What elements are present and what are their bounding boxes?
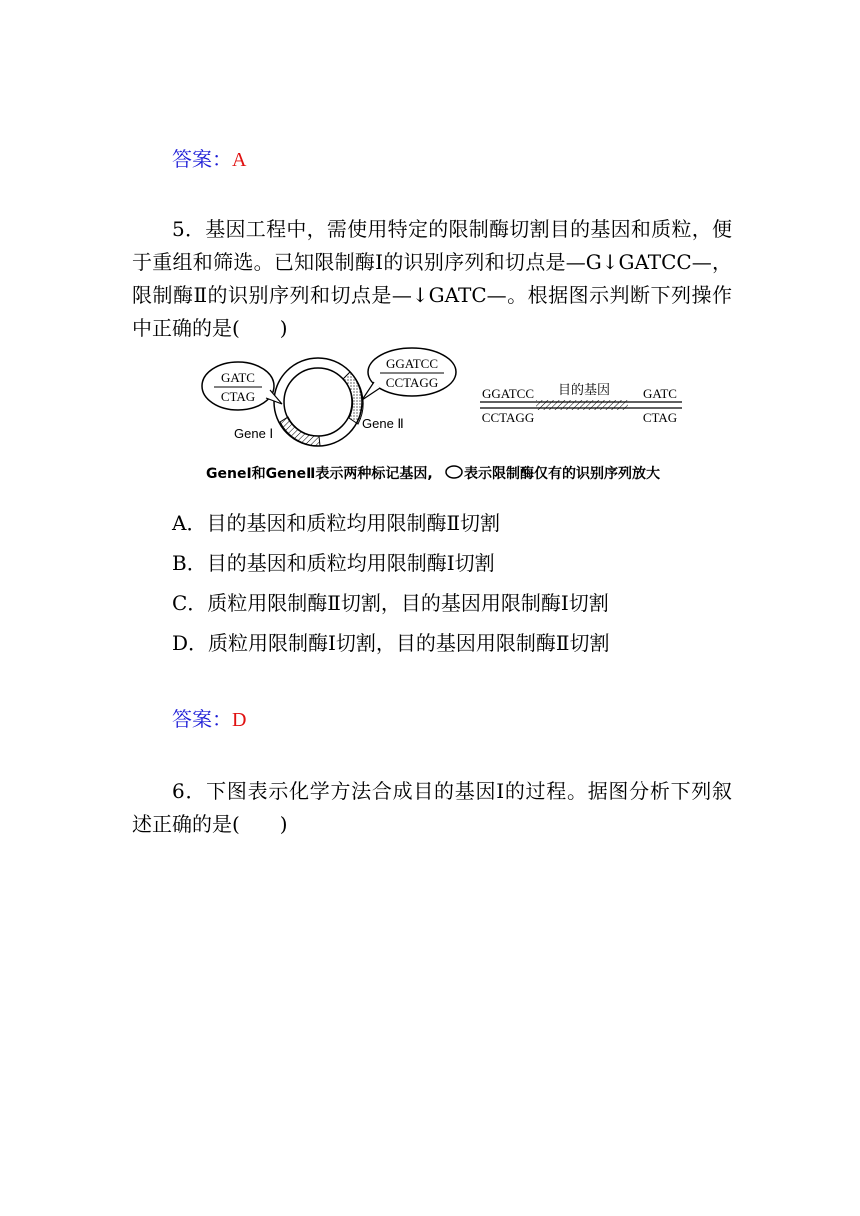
answer-line-2 <box>172 703 246 732</box>
caption-part-2: 表示限制酶仅有的识别序列放大 <box>464 466 660 482</box>
linear-left-bottom: CCTAGG <box>481 410 535 425</box>
gene1-label: Gene Ⅰ <box>234 426 274 441</box>
option-c: C．质粒用限制酶Ⅱ切割，目的基因用限制酶Ⅰ切割 <box>172 591 609 615</box>
target-gene-region <box>536 400 628 410</box>
option-d: D．质粒用限制酶Ⅰ切割，目的基因用限制酶Ⅱ切割 <box>172 631 610 655</box>
gene1-segment <box>280 417 320 446</box>
plasmid-diagram <box>200 346 700 491</box>
option-b: B．目的基因和质粒均用限制酶Ⅰ切割 <box>172 551 495 575</box>
gene2-segment <box>343 372 363 424</box>
option-a: A．目的基因和质粒均用限制酶Ⅱ切割 <box>172 511 501 535</box>
linear-right-bottom: CTAG <box>642 410 678 425</box>
left-bubble-top: GATC <box>221 370 255 385</box>
answer-line-1 <box>172 143 246 172</box>
gene2-label: Gene Ⅱ <box>362 416 404 431</box>
bubble-symbol-icon <box>446 466 462 478</box>
question-6-text: 6．下图表示化学方法合成目的基因Ⅰ的过程。据图分析下列叙述正确的是( ) <box>132 779 732 836</box>
question-5 <box>132 213 732 345</box>
answer-value: D <box>232 709 247 731</box>
right-bubble-bottom: CCTAGG <box>385 375 439 390</box>
answer-label: 答案： <box>172 147 232 171</box>
caption-part-1: GeneⅠ和GeneⅡ表示两种标记基因, <box>206 466 433 482</box>
linear-right-top: GATC <box>643 386 677 401</box>
answer-label: 答案： <box>172 707 232 731</box>
linear-mid-label: 目的基因 <box>557 383 611 398</box>
left-bubble-bottom: CTAG <box>220 389 256 404</box>
right-bubble-top: GGATCC <box>385 356 439 371</box>
question-6 <box>132 775 732 841</box>
linear-left-top: GGATCC <box>481 386 535 401</box>
plasmid-figure <box>200 346 700 491</box>
question-5-text: 5．基因工程中，需使用特定的限制酶切割目的基因和质粒，便于重组和筛选。已知限制酶Ⅰ的识别序列和切点是—G↓GATCC—，限制酶Ⅱ的识别序列和切点是—↓GATC—。根据图示判断下列操作中正确的是( ) <box>132 217 732 340</box>
answer-value: A <box>232 149 247 171</box>
